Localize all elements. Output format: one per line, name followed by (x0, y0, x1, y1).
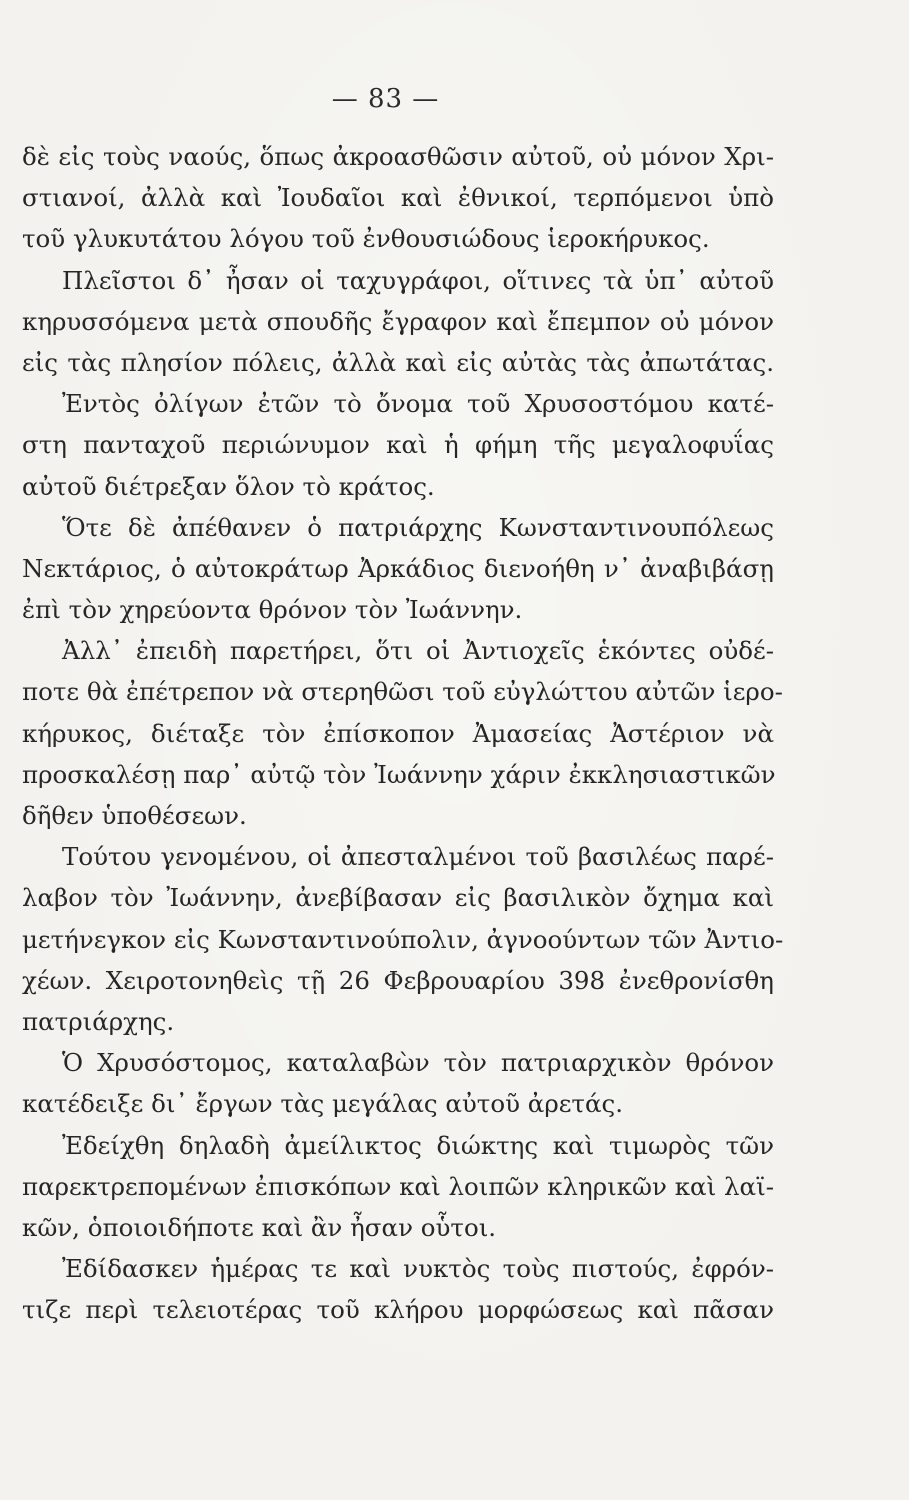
text-line-16: προσκαλέσῃ παρ᾽ αὐτῷ τὸν Ἰωάννην χάριν ἐκκλησιαστικῶν (22, 759, 776, 789)
text-line-4: Πλεῖστοι δ᾽ ἦσαν οἱ ταχυγράφοι, οἵτινες τὰ ὑπ᾽ αὐτοῦ (62, 265, 774, 295)
text-line-22: πατριάρχης. (22, 1006, 175, 1036)
body-text (22, 136, 784, 1330)
text-line-24: κατέδειξε δι᾽ ἔργων τὰς μεγάλας αὐτοῦ ἀρετάς. (22, 1089, 624, 1119)
text-line-18: Τούτου γενομένου, οἱ ἀπεσταλμένοι τοῦ βασιλέως παρέ- (62, 842, 774, 872)
text-line-6: εἰς τὰς πλησίον πόλεις, ἀλλὰ καὶ εἰς αὐτὰς τὰς ἀπωτάτας. (22, 347, 774, 377)
text-line-1: δὲ εἰς τοὺς ναούς, ὅπως ἀκροασθῶσιν αὐτοῦ, οὐ μόνον Χρι- (22, 142, 774, 171)
text-line-28: Ἐδίδασκεν ἡμέρας τε καὶ νυκτὸς τοὺς πιστούς, ἐφρόν- (62, 1254, 774, 1284)
text-line-8: στη πανταχοῦ περιώνυμον καὶ ἡ φήμη τῆς μεγαλοφυΐας (22, 430, 774, 460)
text-line-9: αὐτοῦ διέτρεξαν ὅλον τὸ κράτος. (22, 471, 435, 501)
text-line-12: ἐπὶ τὸν χηρεύοντα θρόνον τὸν Ἰωάννην. (22, 595, 523, 625)
text-line-23: Ὁ Χρυσόστομος, καταλαβὼν τὸν πατριαρχικὸν θρόνον (62, 1048, 774, 1078)
text-line-2: στιανοί, ἀλλὰ καὶ Ἰουδαῖοι καὶ ἐθνικοί, τερπόμενοι ὑπὸ (22, 183, 774, 213)
text-line-19: λαβον τὸν Ἰωάννην, ἀνεβίβασαν εἰς βασιλικὸν ὄχημα καὶ (22, 883, 774, 913)
text-line-5: κηρυσσόμενα μετὰ σπουδῆς ἔγραφον καὶ ἔπεμπον οὐ μόνον (22, 306, 774, 336)
text-line-29: τιζε περὶ τελειοτέρας τοῦ κλήρου μορφώσεως καὶ πᾶσαν (22, 1295, 774, 1325)
text-line-3: τοῦ γλυκυτάτου λόγου τοῦ ἐνθουσιώδους ἱεροκήρυκος. (22, 224, 710, 254)
text-line-17: δῆθεν ὑποθέσεων. (22, 801, 247, 830)
text-line-21: χέων. Χειροτονηθεὶς τῇ 26 Φεβρουαρίου 398 ἐνεθρονίσθη (22, 965, 774, 995)
text-line-7: Ἐντὸς ὀλίγων ἐτῶν τὸ ὄνομα τοῦ Χρυσοστόμου κατέ- (62, 389, 774, 419)
text-line-27: κῶν, ὁποιοιδήποτε καὶ ἂν ἦσαν οὗτοι. (22, 1212, 497, 1242)
text-line-13: Ἀλλ᾽ ἐπειδὴ παρετήρει, ὅτι οἱ Ἀντιοχεῖς ἑκόντες οὐδέ- (62, 636, 774, 666)
text-line-25: Ἐδείχθη δηλαδὴ ἀμείλικτος διώκτης καὶ τιμωρὸς τῶν (62, 1130, 774, 1160)
text-line-10: Ὅτε δὲ ἀπέθανεν ὁ πατριάρχης Κωνσταντινουπόλεως (62, 512, 774, 542)
text-line-20: μετήνεγκον εἰς Κωνσταντινούπολιν, ἀγνοούντων τῶν Ἀντιο- (22, 924, 784, 954)
text-line-15: κήρυκος, διέταξε τὸν ἐπίσκοπον Ἀμασείας Ἀστέριον νὰ (22, 718, 774, 748)
page-number: — 83 — (331, 84, 440, 114)
text-line-11: Νεκτάριος, ὁ αὐτοκράτωρ Ἀρκάδιος διενοήθη ν᾽ ἀναβιβάσῃ (22, 553, 774, 583)
text-line-14: ποτε θὰ ἐπέτρεπον νὰ στερηθῶσι τοῦ εὐγλώττου αὐτῶν ἱερο- (22, 677, 783, 707)
text-line-26: παρεκτρεπομένων ἐπισκόπων καὶ λοιπῶν κληρικῶν καὶ λαϊ- (22, 1171, 774, 1201)
